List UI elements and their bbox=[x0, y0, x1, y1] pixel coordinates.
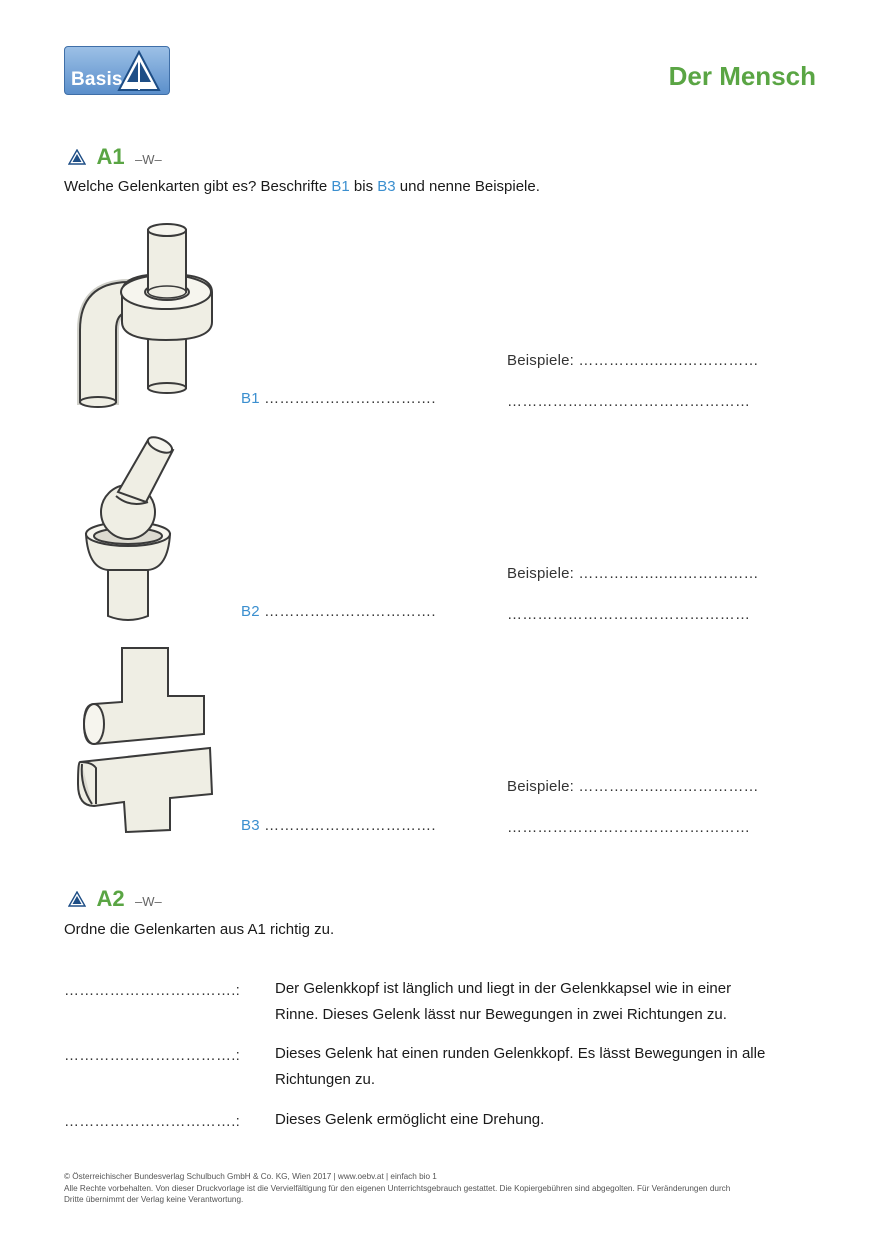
footer-line: © Österreichischer Bundesverlag Schulbuch GmbH & Co. KG, Wien 2017 | www.oebv.at | einfach bio 1 bbox=[64, 1172, 437, 1181]
b3-examples-line1[interactable] bbox=[507, 778, 759, 795]
b1-reference: B1 bbox=[331, 178, 350, 195]
description-line: Rinne. Dieses Gelenk lässt nur Bewegungen in zwei Richtungen zu. bbox=[275, 1006, 727, 1023]
b2-label: B2 bbox=[241, 603, 260, 620]
task2-row3-text bbox=[275, 1107, 835, 1133]
page-title: Der Mensch bbox=[668, 61, 816, 91]
task2-row2-answer[interactable]: …………………………….: bbox=[64, 1047, 240, 1064]
basis-logo bbox=[64, 46, 170, 95]
instruction-text: und nenne Beispiele. bbox=[395, 178, 540, 195]
task2-heading bbox=[68, 886, 162, 912]
b1-label: B1 bbox=[241, 390, 260, 407]
task1-tag: –W– bbox=[135, 152, 162, 167]
description-line: Dieses Gelenk ermöglicht eine Drehung. bbox=[275, 1111, 545, 1128]
pyramid-small-icon bbox=[68, 891, 86, 907]
task2-row3-answer[interactable]: …………………………….: bbox=[64, 1113, 240, 1130]
b3-reference: B3 bbox=[377, 178, 396, 195]
b2-dots: ……………………………. bbox=[264, 603, 436, 620]
task2-row1-text bbox=[275, 976, 835, 1028]
b2-answer-line[interactable] bbox=[241, 603, 436, 620]
description-line: Richtungen zu. bbox=[275, 1071, 376, 1088]
task2-row2-text bbox=[275, 1041, 835, 1093]
examples-label: Beispiele: bbox=[507, 778, 575, 795]
pyramid-small-icon bbox=[68, 149, 86, 165]
examples-dots: ……………..….…………… bbox=[578, 352, 759, 369]
examples-label: Beispiele: bbox=[507, 565, 575, 582]
task2-tag: –W– bbox=[135, 894, 162, 909]
footer-line: Dritte übernimmt der Verlag keine Verantwortung. bbox=[64, 1195, 244, 1204]
copyright-footer bbox=[64, 1171, 824, 1206]
task1-heading bbox=[68, 144, 162, 170]
b3-dots: ……………………………. bbox=[264, 817, 436, 834]
pyramid-icon bbox=[117, 50, 161, 92]
task2-number: A2 bbox=[96, 886, 125, 911]
task2-row1-answer[interactable]: …………………………….: bbox=[64, 982, 240, 999]
examples-label: Beispiele: bbox=[507, 352, 575, 369]
b3-answer-line[interactable] bbox=[241, 817, 436, 834]
b2-examples-line1[interactable] bbox=[507, 565, 759, 582]
ball-joint-image bbox=[78, 430, 178, 624]
description-line: Dieses Gelenk hat einen runden Gelenkkopf. Es lässt Bewegungen in alle bbox=[275, 1045, 766, 1062]
examples-dots: ……………..….…………… bbox=[578, 565, 759, 582]
b1-dots: ……………………………. bbox=[264, 390, 436, 407]
instruction-text: Welche Gelenkarten gibt es? Beschrifte bbox=[64, 178, 332, 195]
task2-instruction: Ordne die Gelenkarten aus A1 richtig zu. bbox=[64, 921, 335, 938]
instruction-text: bis bbox=[349, 178, 378, 195]
b1-examples-line2[interactable]: ………………………………………… bbox=[507, 393, 751, 410]
b2-examples-line2[interactable]: ………………………………………… bbox=[507, 606, 751, 623]
pivot-joint-image bbox=[70, 644, 220, 836]
description-line: Der Gelenkkopf ist länglich und liegt in der Gelenkkapsel wie in einer bbox=[275, 980, 732, 997]
footer-line: Alle Rechte vorbehalten. Von dieser Druckvorlage ist die Vervielfältigung für den eigenen Unterrichtsgebrauch gestattet. Die Kopiergebühren sind abgegolten. Für Veränderungen durch bbox=[64, 1183, 731, 1193]
b1-examples-line1[interactable] bbox=[507, 352, 759, 369]
examples-dots: ……………..….…………… bbox=[578, 778, 759, 795]
b3-examples-line2[interactable]: ………………………………………… bbox=[507, 819, 751, 836]
hinge-joint-image bbox=[66, 218, 226, 412]
task1-number: A1 bbox=[96, 144, 125, 169]
b3-label: B3 bbox=[241, 817, 260, 834]
task1-instruction bbox=[64, 174, 540, 200]
logo-label: Basis bbox=[71, 69, 123, 90]
b1-answer-line[interactable] bbox=[241, 390, 436, 407]
